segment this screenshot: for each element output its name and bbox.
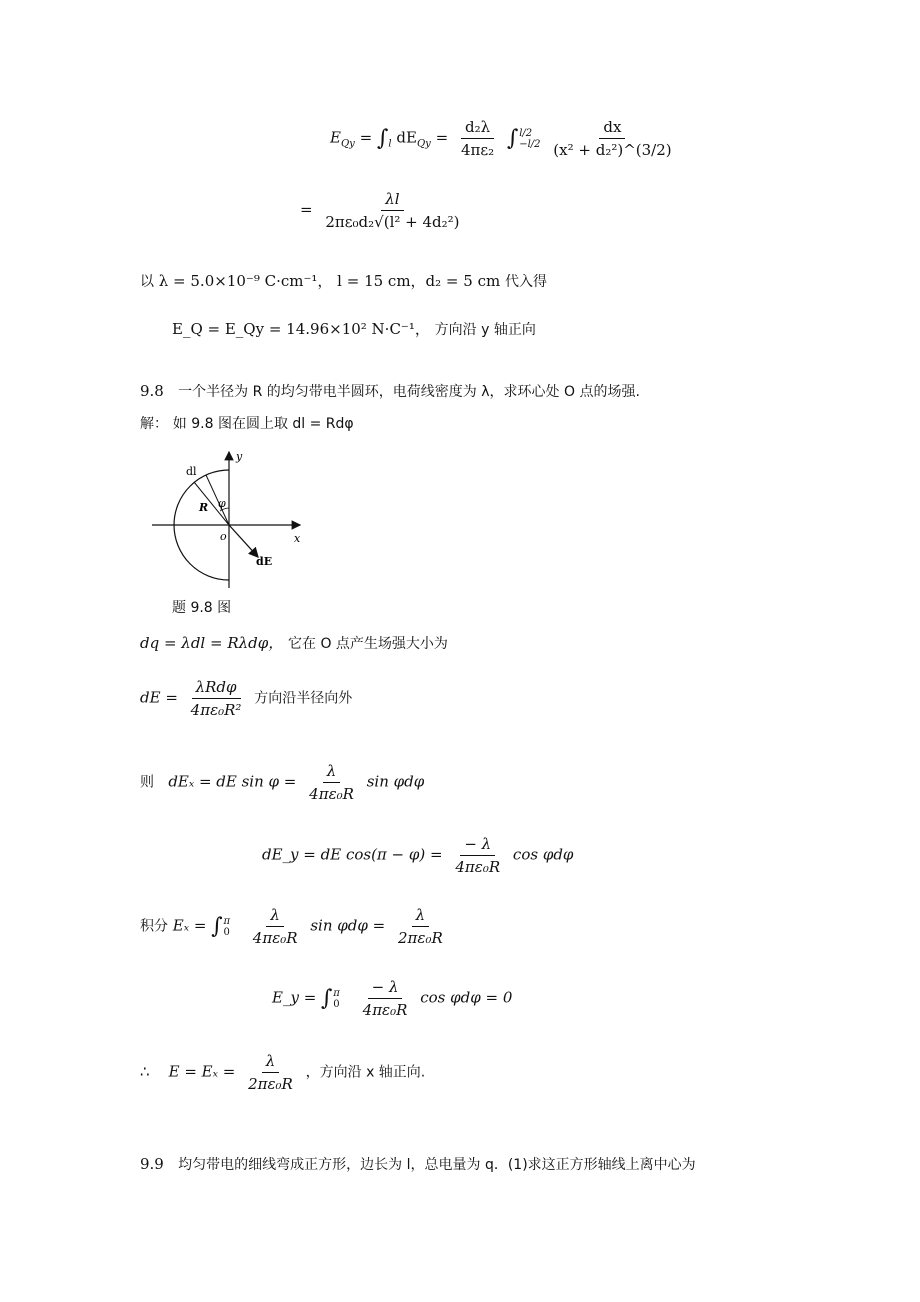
integral-sign: ∫ (506, 126, 519, 151)
conclusion: ∴ E = Eₓ = $\frac{\lambda}{\text{2πε₀R}}$ ，方向沿 x 轴正向. (140, 1052, 426, 1093)
fraction: $\frac{- \lambda}{\text{4πε₀R}}$ (362, 978, 408, 1019)
eq-dE: dE = $\frac{\text{λRdφ}}{\text{4πε₀R²}}$ 方向沿半径向外 (140, 678, 353, 719)
fraction: $\frac{\lambda l}{\text{2πε₀d₂√(l² + 4d₂²)}}$ (325, 190, 460, 231)
dE-arrow (229, 525, 258, 557)
label-o: o (220, 530, 227, 543)
figure-caption: 题 9.8 图 (172, 600, 232, 616)
fraction: $\frac{\lambda}{\text{2πε₀R}}$ (398, 906, 443, 947)
problem-9-8: 9.8 一个半径为 R 的均匀带电半圆环，电荷线密度为 λ，求环心处 O 点的场强. (140, 382, 640, 400)
fraction: $\frac{\text{λRdφ}}{\text{4πε₀R²}}$ (190, 678, 242, 719)
figure-9-8 (148, 448, 313, 593)
fraction: $\frac{dx}{\text{(x² + d₂²)\textasciicircum{}(3/2)}}$ (553, 118, 672, 159)
label-x: x (294, 532, 301, 545)
eq-dEy: dE_y = dE cos(π − φ) = $\frac{- \lambda}{\text{4πε₀R}}$ cos φdφ (262, 835, 574, 876)
label-y: y (236, 450, 243, 463)
label-phi: φ (218, 497, 226, 510)
fraction: $\frac{\lambda}{\text{2πε₀R}}$ (248, 1052, 293, 1093)
label-dE: dE (256, 555, 273, 568)
integral-sign: ∫ (376, 126, 389, 151)
eq-Ex: 积分 Eₓ = ∫ π 0 $\frac{\lambda}{\text{4πε₀R}}$ sin φdφ = $\frac{\lambda}{\text{2πε₀R}}$ (140, 906, 451, 947)
result-EQ: E_Q = E_Qy = 14.96×10² N·C⁻¹， 方向沿 y 轴正向 (172, 320, 536, 338)
eq-EQy-integral: $E_{Qy} = \int_l$ $dE_{Qy}$ = $\frac{\text{d₂λ}}{\text{4πε₂}}$ ∫ l/2 −l/2 $\frac{dx}{\text{(x² + d₂²)\textasciicircum{}(3/2)}}$ (330, 118, 680, 159)
eq-dq: dq = λdl = Rλdφ， 它在 O 点产生场强大小为 (140, 634, 448, 652)
integral-sign: ∫ (211, 914, 223, 939)
solution-intro: 解： 如 9.8 图在圆上取 dl = Rdφ (140, 416, 354, 432)
substitution-line: 以 λ = 5.0×10⁻⁹ C·cm⁻¹， l = 15 cm，d₂ = 5 cm 代入得 (140, 272, 547, 290)
integral-sign: ∫ (321, 986, 333, 1011)
eq-Ey: E_y = ∫ π 0 $\frac{- \lambda}{\text{4πε₀R}}$ cos φdφ = 0 (272, 978, 513, 1019)
fraction: $\frac{- \lambda}{\text{4πε₀R}}$ (455, 835, 501, 876)
eq-dEx: 则 dEₓ = dE sin φ = $\frac{\lambda}{\text{4πε₀R}}$ sin φdφ (140, 762, 425, 803)
label-R: R (199, 501, 209, 514)
eq-lhs: E (330, 128, 341, 147)
eq-EQy-result: = $\frac{\lambda l}{\text{2πε₀d₂√(l² + 4d₂²)}}$ (300, 190, 468, 231)
problem-9-9: 9.9 均匀带电的细线弯成正方形，边长为 l，总电量为 q．(1)求这正方形轴线上离中心为 (140, 1155, 696, 1173)
fraction: $\frac{\lambda}{\text{4πε₀R}}$ (252, 906, 298, 947)
label-dl: dl (186, 465, 197, 478)
fraction: $\frac{\text{d₂λ}}{\text{4πε₂}}$ (460, 118, 495, 159)
fraction: $\frac{\lambda}{\text{4πε₀R}}$ (309, 762, 354, 803)
